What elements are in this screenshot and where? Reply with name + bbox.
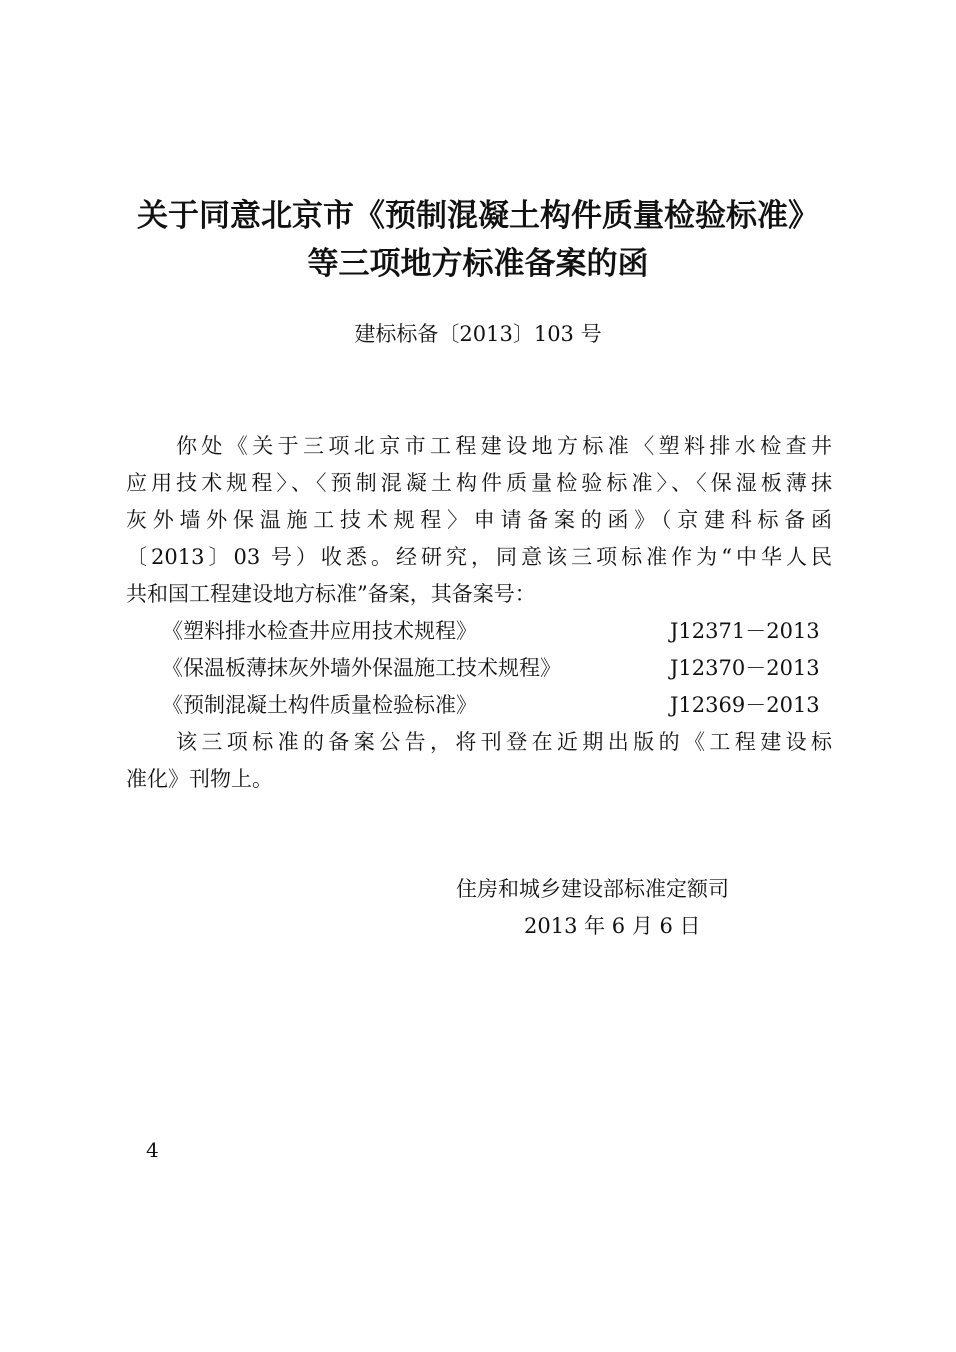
document-number: 建标标备〔2013〕103 号 <box>354 322 602 346</box>
page-number: 4 <box>146 1138 159 1162</box>
body-line: 共和国工程建设地方标准”备案，其备案号： <box>126 582 536 606</box>
standard-name: 《塑料排水检查井应用技术规程》 <box>162 619 477 643</box>
body-line: 灰外墙外保温施工技术规程〉申请备案的函》（京建科标备函 <box>126 508 832 532</box>
standard-code: J12370－2013 <box>670 656 820 680</box>
body-line: 该三项标准的备案公告，将刊登在近期出版的《工程建设标 <box>176 730 832 754</box>
standard-name: 《保温板薄抹灰外墙外保温施工技术规程》 <box>162 656 561 680</box>
body-line: 你处《关于三项北京市工程建设地方标准〈塑料排水检查井 <box>176 434 832 458</box>
standard-code: J12369－2013 <box>670 693 820 717</box>
body-line: 〔2013〕03 号）收悉。经研究，同意该三项标准作为“中华人民 <box>126 545 832 569</box>
body-line: 应用技术规程〉、〈预制混凝土构件质量检验标准〉、〈保湿板薄抹 <box>126 471 832 495</box>
standard-name: 《预制混凝土构件质量检验标准》 <box>162 693 477 717</box>
signature-organization: 住房和城乡建设部标准定额司 <box>456 877 729 901</box>
standard-code: J12371－2013 <box>670 619 820 643</box>
document-title-line-2: 等三项地方标准备案的函 <box>307 246 649 282</box>
signature-date: 2013 年 6 月 6 日 <box>524 914 701 938</box>
body-line: 准化》刊物上。 <box>126 767 273 791</box>
document-title-line-1: 关于同意北京市《预制混凝土构件质量检验标准》 <box>137 198 819 234</box>
